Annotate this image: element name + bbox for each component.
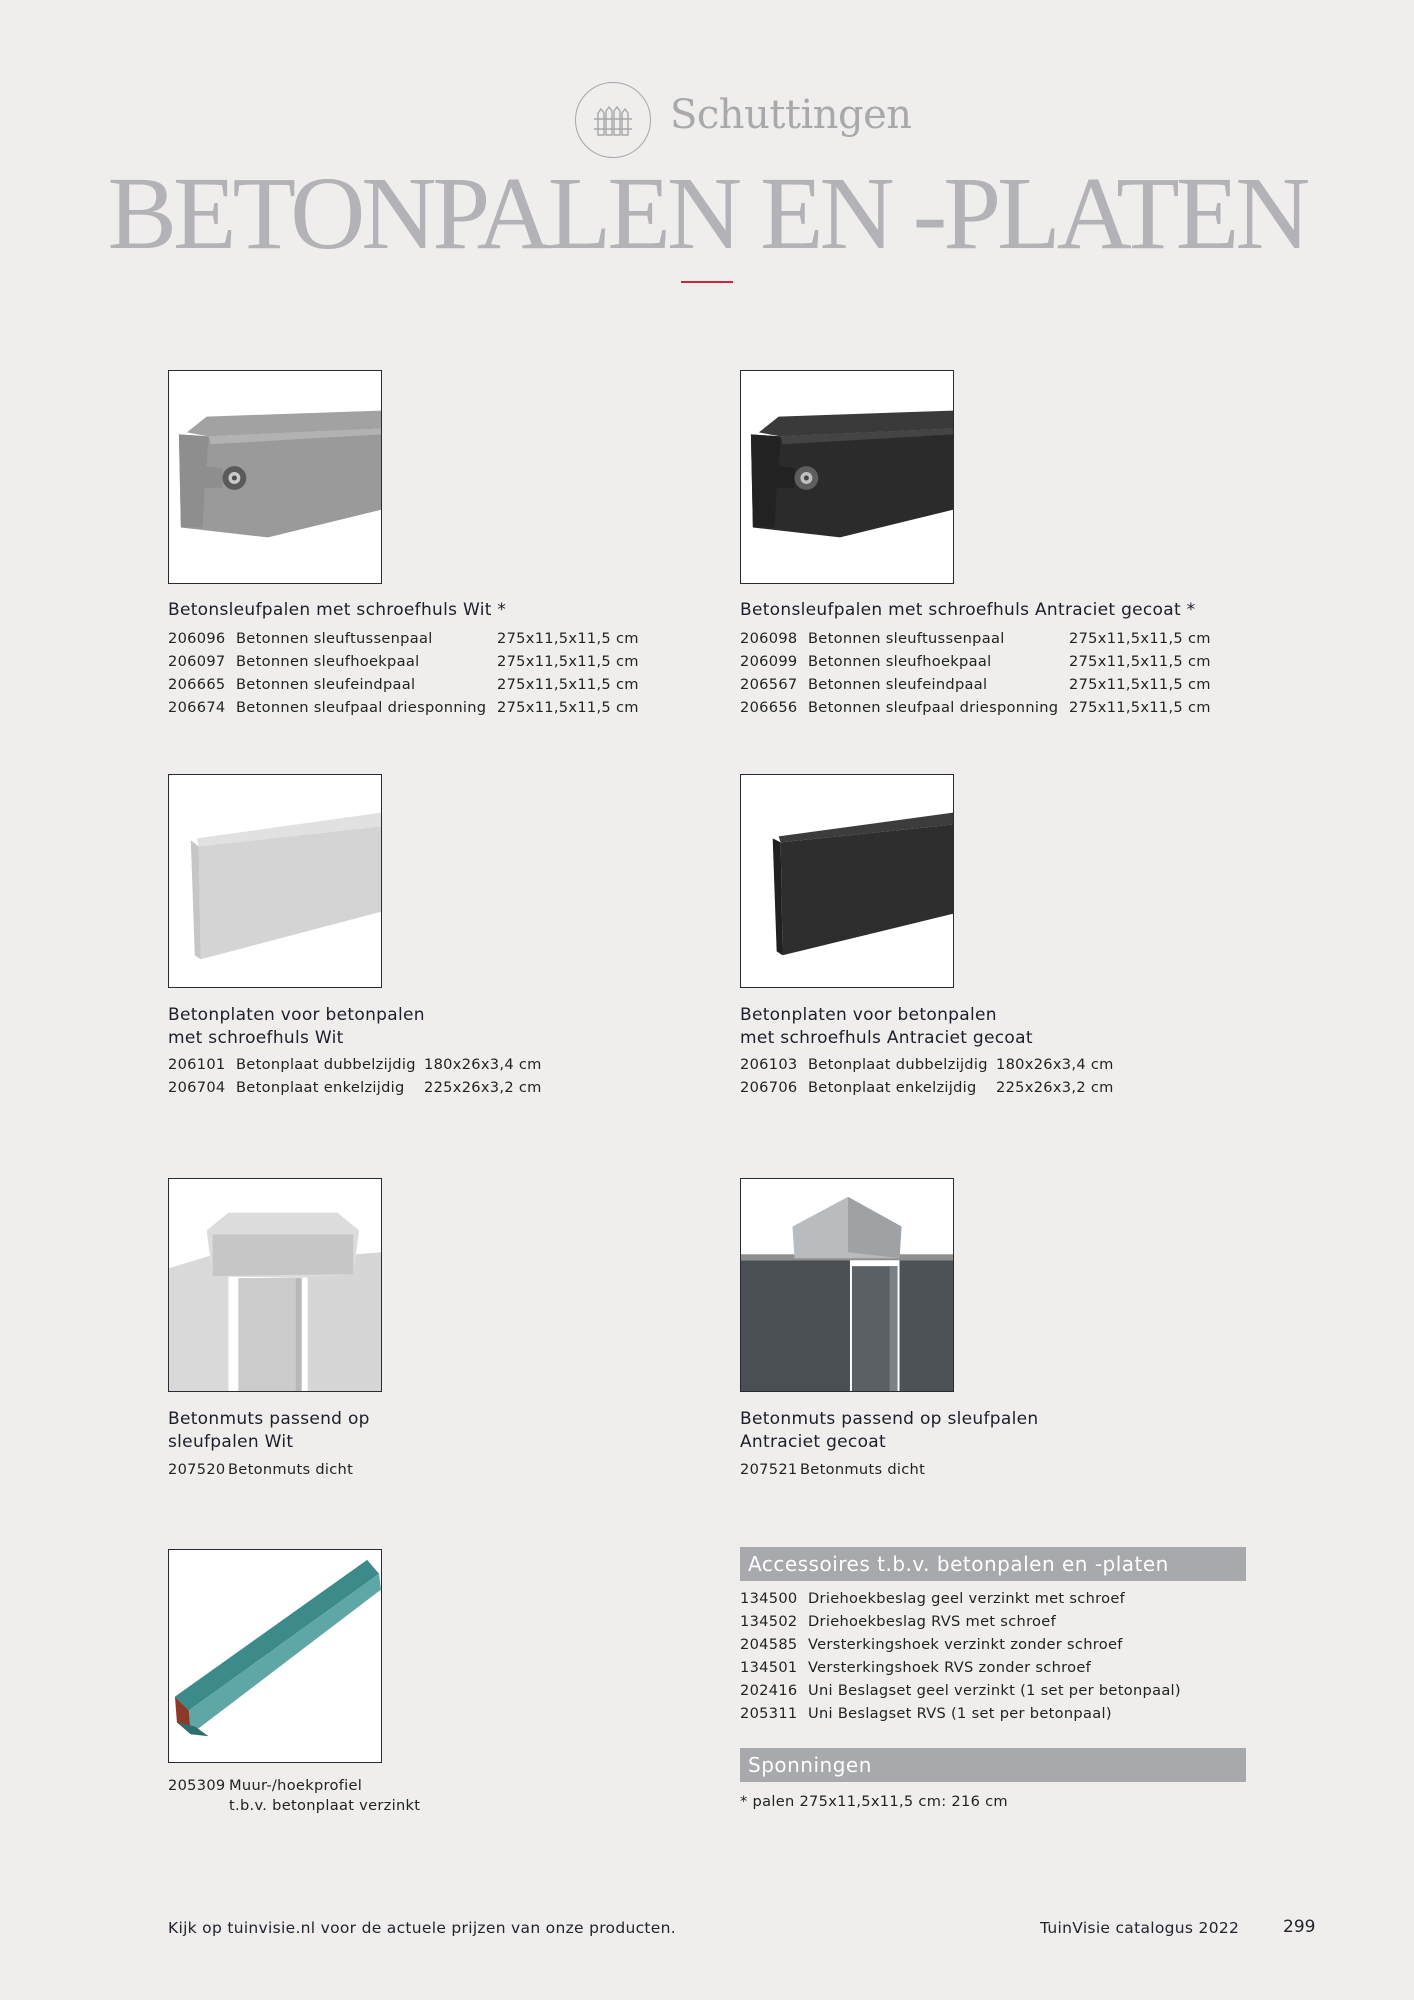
table-row: 206706 Betonplaat enkelzijdig 225x26x3,2 cm bbox=[740, 1079, 1114, 1096]
product-title: Betonmuts passend op sleufpalen Antraciet gecoat bbox=[740, 1409, 1039, 1452]
table-row: 206098 Betonnen sleuftussenpaal 275x11,5x11,5 cm bbox=[740, 630, 1211, 647]
table-row: 206567 Betonnen sleufeindpaal 275x11,5x11,5 cm bbox=[740, 676, 1211, 693]
title-divider bbox=[681, 281, 733, 283]
profile-name: Muur-/hoekprofiel bbox=[229, 1777, 363, 1794]
accessories-heading: Accessoires t.b.v. betonpalen en -platen bbox=[740, 1547, 1246, 1581]
profile-code: 205309 bbox=[168, 1777, 226, 1794]
table-row: 205311 Uni Beslagset RVS (1 set per betonpaal) bbox=[740, 1705, 1112, 1722]
table-row: 134501 Versterkingshoek RVS zonder schroef bbox=[740, 1659, 1092, 1676]
product-table bbox=[168, 1053, 608, 1099]
product-image-white-cap bbox=[168, 1178, 382, 1392]
table-row: 206103 Betonplaat dubbelzijdig 180x26x3,4 cm bbox=[740, 1056, 1114, 1073]
page-title: BETONPALEN EN -PLATEN bbox=[107, 156, 1307, 271]
product-table bbox=[740, 1053, 1180, 1099]
product-table bbox=[740, 1458, 1040, 1481]
table-row: 134502 Driehoekbeslag RVS met schroef bbox=[740, 1613, 1057, 1630]
footer-catalog: TuinVisie catalogus 2022 bbox=[1040, 1919, 1240, 1937]
table-row: 134500 Driehoekbeslag geel verzinkt met schroef bbox=[740, 1590, 1126, 1607]
table-row: 206704 Betonplaat enkelzijdig 225x26x3,2 cm bbox=[168, 1079, 542, 1096]
table-row: 206665 Betonnen sleufeindpaal 275x11,5x11,5 cm bbox=[168, 676, 639, 693]
table-row: 207520 Betonmuts dicht bbox=[168, 1461, 354, 1478]
table-row: 204585 Versterkingshoek verzinkt zonder schroef bbox=[740, 1636, 1123, 1653]
profile-description bbox=[168, 1776, 568, 1816]
product-image-white-plate bbox=[168, 774, 382, 988]
product-image-anthracite-cap bbox=[740, 1178, 954, 1392]
section-title: Schuttingen bbox=[670, 92, 912, 138]
product-table bbox=[168, 1458, 468, 1481]
product-title: Betonmuts passend op sleufpalen Wit bbox=[168, 1409, 370, 1452]
table-row: 206096 Betonnen sleuftussenpaal 275x11,5x11,5 cm bbox=[168, 630, 639, 647]
product-title: Betonsleufpalen met schroefhuls Wit * bbox=[168, 600, 507, 620]
table-row: 206674 Betonnen sleufpaal driesponning 275x11,5x11,5 cm bbox=[168, 699, 639, 716]
table-row: 207521 Betonmuts dicht bbox=[740, 1461, 926, 1478]
page-number: 299 bbox=[1283, 1917, 1316, 1937]
fence-icon bbox=[575, 82, 651, 158]
product-title: Betonsleufpalen met schroefhuls Antraciet gecoat * bbox=[740, 600, 1196, 620]
product-image-anthracite-plate bbox=[740, 774, 954, 988]
table-row: 206097 Betonnen sleufhoekpaal 275x11,5x11,5 cm bbox=[168, 653, 639, 670]
table-row: 202416 Uni Beslagset geel verzinkt (1 set per betonpaal) bbox=[740, 1682, 1181, 1699]
product-title: Betonplaten voor betonpalen met schroefhuls Wit bbox=[168, 1005, 425, 1048]
product-table bbox=[168, 627, 648, 719]
sponningen-heading: Sponningen bbox=[740, 1748, 1246, 1782]
footer-note: Kijk op tuinvisie.nl voor de actuele prijzen van onze producten. bbox=[168, 1919, 676, 1937]
sponningen-note: * palen 275x11,5x11,5 cm: 216 cm bbox=[740, 1793, 1008, 1810]
table-row: 206099 Betonnen sleufhoekpaal 275x11,5x11,5 cm bbox=[740, 653, 1211, 670]
product-image-white-post bbox=[168, 370, 382, 584]
accessories-table bbox=[740, 1587, 1300, 1725]
table-row: 206101 Betonplaat dubbelzijdig 180x26x3,4 cm bbox=[168, 1056, 542, 1073]
product-title: Betonplaten voor betonpalen met schroefhuls Antraciet gecoat bbox=[740, 1005, 1033, 1048]
product-image-wall-profile bbox=[168, 1549, 382, 1763]
table-row: 206656 Betonnen sleufpaal driesponning 275x11,5x11,5 cm bbox=[740, 699, 1211, 716]
product-table bbox=[740, 627, 1240, 719]
profile-subline: t.b.v. betonplaat verzinkt bbox=[229, 1797, 421, 1814]
product-image-anthracite-post bbox=[740, 370, 954, 584]
